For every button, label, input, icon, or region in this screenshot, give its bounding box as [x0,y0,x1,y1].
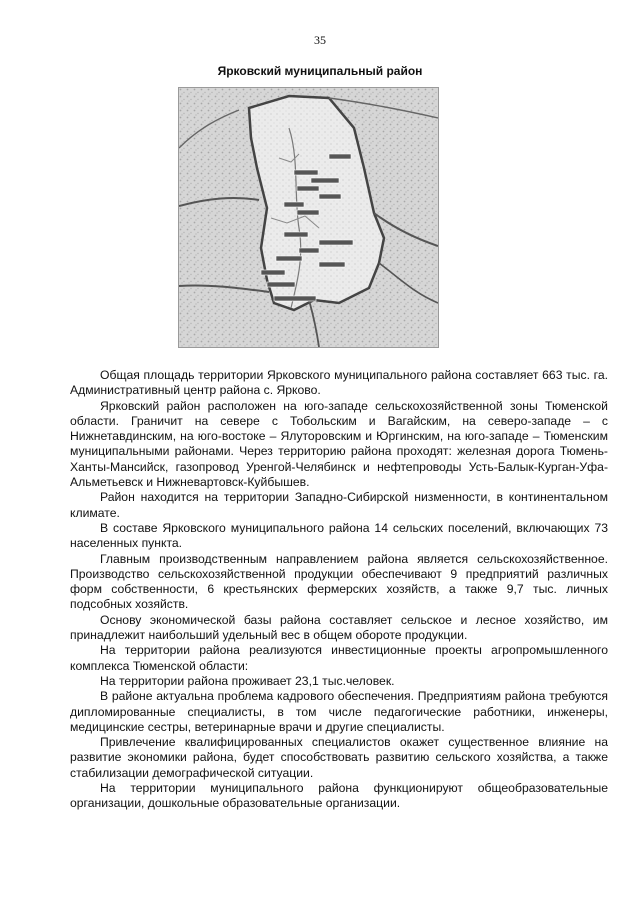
paragraph-production: Главным производственным направлением района является сельскохозяйственное. Производство сельскохозяйственной продукции обеспечивают 9 предприятий различных форм собственности, 6 крестьянских фермерских хозяйств, а также 9,7 тыс. личных подсобных хозяйств. [70,551,608,612]
paragraph-specialists: Привлечение квалифицированных специалистов окажет существенное влияние на развитие экономики района, будет способствовать развитию сельского хозяйства, а также стабилизации демографической ситуации. [70,735,608,780]
body-text [70,368,608,812]
district-map [178,87,439,348]
paragraph-staffing: В районе актуальна проблема кадрового обеспечения. Предприятиям района требуются дипломированные специалисты, в том числе педагогические работники, инженеры, медицинские сестры, ветеринарные врачи и другие специалисты. [70,689,608,734]
page-title: Ярковский муниципальный район [217,64,423,78]
paragraph-settlements: В составе Ярковского муниципального района 14 сельских поселений, включающих 73 населенных пункта. [70,520,608,551]
paragraph-investment: На территории района реализуются инвестиционные проекты агропромышленного комплекса Тюменской области: [70,643,608,673]
paragraph-area: Общая площадь территории Ярковского муниципального района составляет 663 тыс. га. Административный центр района с. Ярково. [70,368,608,398]
page-number: 35 [314,33,326,47]
paragraph-population: На территории района проживает 23,1 тыс.человек. [100,673,395,688]
paragraph-economy: Основу экономической базы района составляет сельское и лесное хозяйство, им принадлежит наибольший удельный вес в общем обороте продукции. [70,612,608,643]
district-map-drawing [179,88,438,347]
paragraph-education: На территории муниципального района функционируют общеобразовательные организации, дошкольные образовательные организации. [70,781,608,811]
paragraph-location: Ярковский район расположен на юго-западе сельскохозяйственной зоны Тюменской области. Граничит на севере с Тобольским и Вагайским, на северо-западе – с Нижнетавдинским, на юго-востоке – Ялуторовским и Юргинским, на юго-западе – Тюменским муниципальными районами. Через территорию района проходят: железная дорога Тюмень-Ханты-Мансийск, газопровод Уренгой-Челябинск и нефтепроводы Усть-Балык-Курган-Уфа-Альметьевск и Нижневартовск-Куйбышев. [70,398,608,490]
paragraph-climate: Район находится на территории Западно-Сибирской низменности, в континентальном климате. [70,490,608,520]
